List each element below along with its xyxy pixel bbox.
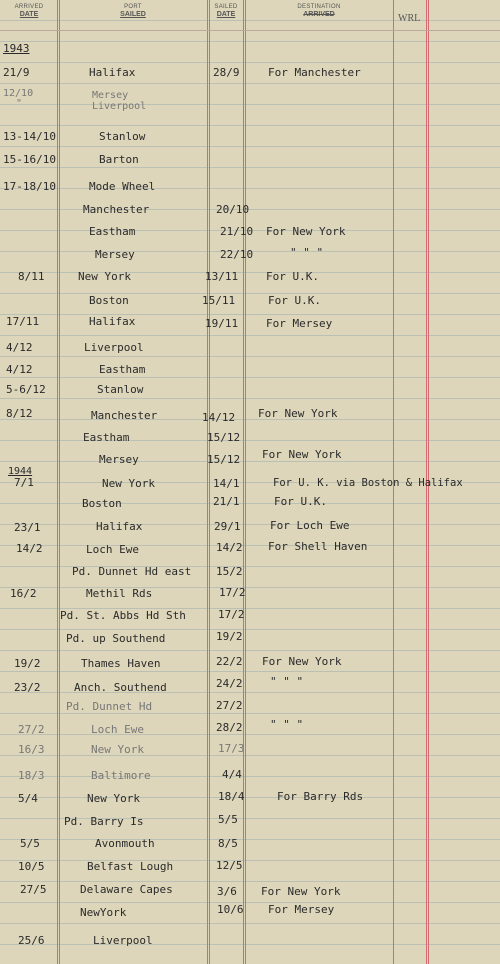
arrived-date: 23/2 (14, 681, 41, 694)
sailed-date: 17/2 (219, 586, 246, 599)
arrived-date: 23/1 (14, 521, 41, 534)
port-name: Mersey (95, 248, 135, 261)
arrived-date: 27/5 (20, 883, 47, 896)
column-rule (209, 0, 210, 964)
sailed-date: 28/9 (213, 66, 240, 79)
year-label: 1943 (3, 42, 30, 55)
ditto-marks: " " " (270, 675, 304, 688)
sailed-date: 19/11 (205, 317, 239, 330)
destination: For Barry Rds (277, 790, 364, 803)
arrived-date: 5/5 (20, 837, 40, 850)
port-name: Stanlow (97, 383, 144, 396)
sailed-date: 17/2 (218, 608, 245, 621)
port-name: Barton (99, 153, 139, 166)
port-name: Manchester (91, 409, 158, 422)
port-name: Loch Ewe (86, 543, 139, 556)
sailed-date: 12/5 (216, 859, 243, 872)
destination: For U.K. (274, 495, 327, 508)
port-name: Halifax (89, 66, 136, 79)
port-name: New York (102, 477, 155, 490)
sailed-date: 14/1 (213, 477, 240, 490)
port-name: New York (87, 792, 140, 805)
port-name: Pd. Barry Is (64, 815, 144, 828)
year-label: 1944 (8, 466, 33, 477)
port-name: Delaware Capes (80, 883, 173, 896)
port-name: New York (91, 743, 144, 756)
port-name: Thames Haven (81, 657, 161, 670)
arrived-date: 16/2 (10, 587, 37, 600)
header-arrived: ARRIVED DATE (14, 4, 44, 18)
port-name: Avonmouth (95, 837, 155, 850)
arrived-date: 16/3 (18, 743, 45, 756)
sailed-date: 29/1 (214, 520, 241, 533)
sailed-date: 14/2 (216, 541, 243, 554)
port-name: Liverpool (84, 341, 144, 354)
destination: For U. K. via Boston & Halifax (273, 477, 463, 489)
arrived-date: 4/12 (6, 341, 33, 354)
column-rule (59, 0, 60, 964)
port-name: Pd. up Southend (66, 632, 166, 645)
destination: For New York (258, 407, 338, 420)
port-name: Mode Wheel (89, 180, 156, 193)
destination: For New York (261, 885, 341, 898)
sailed-date: 22/2 (216, 655, 243, 668)
header-port: PORT SAILED (120, 4, 146, 18)
port-name: Liverpool (92, 101, 147, 112)
port-name: Pd. St. Abbs Hd Sth (60, 609, 186, 622)
arrived-date: 4/12 (6, 363, 33, 376)
column-rule (207, 0, 208, 964)
arrived-date: 15-16/10 (3, 153, 56, 166)
arrived-date: 17-18/10 (3, 180, 56, 193)
arrived-date: 5/4 (18, 792, 38, 805)
header-destination: DESTINATION ARRIVED (297, 4, 341, 18)
sailed-date: 18/4 (218, 790, 245, 803)
sailed-date: 15/2 (216, 565, 243, 578)
destination: For New York (266, 225, 346, 238)
sailed-date: 21/10 (220, 225, 254, 238)
port-name: Stanlow (99, 130, 146, 143)
sailed-date: 24/2 (216, 677, 243, 690)
port-name: Boston (89, 294, 129, 307)
port-name: Mersey (99, 453, 139, 466)
header-sailed: SAILED DATE (214, 4, 238, 18)
sailed-date: 15/12 (207, 431, 241, 444)
arrived-date: " (16, 98, 23, 109)
port-name: Halifax (89, 315, 136, 328)
port-name: Baltimore (91, 769, 151, 782)
arrived-date: 19/2 (14, 657, 41, 670)
column-rule (57, 0, 58, 964)
sailed-date: 8/5 (218, 837, 238, 850)
port-name: Manchester (83, 203, 150, 216)
destination: For Loch Ewe (270, 519, 350, 532)
destination: For Manchester (268, 66, 361, 79)
sailed-date: 3/6 (217, 885, 237, 898)
destination: For New York (262, 448, 342, 461)
sailed-date: 20/10 (216, 203, 250, 216)
destination: For Mersey (268, 903, 335, 916)
port-name: Boston (82, 497, 122, 510)
port-name: Pd. Dunnet Hd (66, 700, 153, 713)
port-name: Loch Ewe (91, 723, 144, 736)
arrived-date: 8/12 (6, 407, 33, 420)
destination: For Mersey (266, 317, 333, 330)
ditto-marks: " " " (290, 246, 324, 259)
port-name: Eastham (89, 225, 136, 238)
arrived-date: 8/11 (18, 270, 45, 283)
port-name: Pd. Dunnet Hd east (72, 565, 192, 578)
destination: For New York (262, 655, 342, 668)
sailed-date: 28/2 (216, 721, 243, 734)
sailed-date: 27/2 (216, 699, 243, 712)
arrived-date: 18/3 (18, 769, 45, 782)
port-name: Belfast Lough (87, 860, 174, 873)
port-name: Anch. Southend (74, 681, 167, 694)
arrived-date: 21/9 (3, 66, 30, 79)
port-name: Mersey (92, 90, 129, 101)
port-name: Eastham (83, 431, 130, 444)
sailed-date: 15/11 (202, 294, 236, 307)
port-name: New York (78, 270, 131, 283)
arrived-date: 14/2 (16, 542, 43, 555)
destination: For U.K. (266, 270, 319, 283)
arrived-date: 25/6 (18, 934, 45, 947)
column-rule (245, 0, 246, 964)
port-name: Liverpool (93, 934, 153, 947)
sailed-date: 10/6 (217, 903, 244, 916)
arrived-date: 7/1 (14, 476, 34, 489)
port-name: Halifax (96, 520, 143, 533)
sailed-date: 5/5 (218, 813, 238, 826)
sailed-date: 14/12 (202, 411, 236, 424)
destination: For Shell Haven (268, 540, 368, 553)
header-wrl: WRL (398, 13, 421, 24)
sailed-date: 19/2 (216, 630, 243, 643)
port-name: Eastham (99, 363, 146, 376)
header-rule (0, 30, 500, 31)
arrived-date: 27/2 (18, 723, 45, 736)
sailed-date: 22/10 (220, 248, 254, 261)
destination: For U.K. (268, 294, 321, 307)
arrived-date: 13-14/10 (3, 130, 56, 143)
port-name: Methil Rds (86, 587, 153, 600)
arrived-date: 17/11 (6, 315, 40, 328)
arrived-date: 5-6/12 (6, 383, 46, 396)
arrived-date: 10/5 (18, 860, 45, 873)
sailed-date: 17/3 (218, 742, 245, 755)
arrived-date: 12/10 (3, 88, 34, 99)
column-rule (243, 0, 244, 964)
sailed-date: 15/12 (207, 453, 241, 466)
sailed-date: 21/1 (213, 495, 240, 508)
sailed-date: 4/4 (222, 768, 242, 781)
sailed-date: 13/11 (205, 270, 239, 283)
ditto-marks: " " " (270, 718, 304, 731)
port-name: NewYork (80, 906, 127, 919)
